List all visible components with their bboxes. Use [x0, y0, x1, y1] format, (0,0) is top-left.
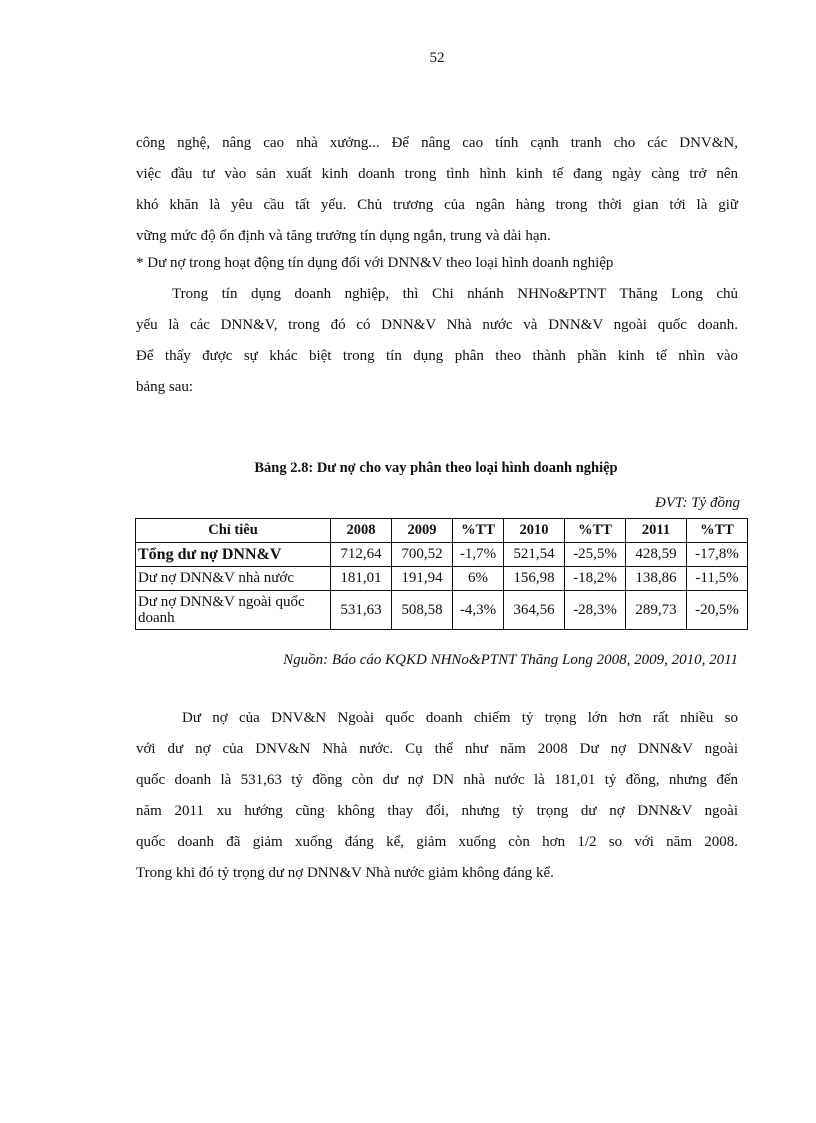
text-line: Để thấy được sự khác biệt trong tín dụng phân theo thành phần kinh tế nhìn vào: [136, 348, 738, 364]
table-cell: -17,8%: [687, 543, 748, 567]
table-row: [136, 591, 748, 630]
text-line: quốc doanh đã giảm xuống đáng kể, giảm xuống còn hơn 1/2 so với năm 2008.: [136, 834, 738, 850]
text-line: Trong tín dụng doanh nghiệp, thì Chi nhánh NHNo&PTNT Thăng Long chủ: [172, 286, 738, 302]
text-line: công nghệ, nâng cao nhà xưởng... Để nâng cao tính cạnh tranh cho các DNV&N,: [136, 135, 738, 151]
table-cell: -4,3%: [453, 591, 504, 630]
table-cell: -20,5%: [687, 591, 748, 630]
text-line: Trong khi đó tỷ trọng dư nợ DNN&V Nhà nước giảm không đáng kể.: [136, 865, 554, 881]
table-cell: 138,86: [626, 567, 687, 591]
table-row: [136, 567, 748, 591]
table-cell: -1,7%: [453, 543, 504, 567]
table-cell: 712,64: [331, 543, 392, 567]
table-cell: 508,58: [392, 591, 453, 630]
page-number: 52: [429, 50, 445, 66]
table-source: Nguồn: Báo cáo KQKD NHNo&PTNT Thăng Long 2008, 2009, 2010, 2011: [283, 652, 738, 668]
table-cell: 531,63: [331, 591, 392, 630]
header-cell: 2008: [331, 519, 392, 543]
table-cell: 156,98: [504, 567, 565, 591]
header-cell: %TT: [565, 519, 626, 543]
table-cell: -11,5%: [687, 567, 748, 591]
table-cell: 521,54: [504, 543, 565, 567]
third-paragraph: [136, 703, 738, 889]
header-cell: 2009: [392, 519, 453, 543]
text-line: yếu là các DNN&V, trong đó có DNN&V Nhà nước và DNN&V ngoài quốc doanh.: [136, 317, 738, 333]
second-paragraph: [136, 279, 738, 403]
text-line: khó khăn là yêu cầu tất yếu. Chủ trương của ngân hàng trong thời gian tới là giữ: [136, 197, 738, 213]
table-cell: 191,94: [392, 567, 453, 591]
header-cell: 2011: [626, 519, 687, 543]
table-cell: -18,2%: [565, 567, 626, 591]
header-cell: %TT: [453, 519, 504, 543]
text-line: với dư nợ của DNV&N Nhà nước. Cụ thể như năm 2008 Dư nợ DNN&V ngoài: [136, 741, 738, 757]
table-cell: 181,01: [331, 567, 392, 591]
table-cell: -25,5%: [565, 543, 626, 567]
header-cell: 2010: [504, 519, 565, 543]
table-unit: ĐVT: Tỷ đồng: [654, 495, 740, 511]
text-line: bảng sau:: [136, 379, 194, 395]
table-cell: 428,59: [626, 543, 687, 567]
table-row: [136, 543, 748, 567]
text-line: quốc doanh là 531,63 tỷ đồng còn dư nợ DN nhà nước là 181,01 tỷ đồng, nhưng đến: [136, 772, 738, 788]
row-label: Dư nợ DNN&V ngoài quốc doanh: [136, 591, 331, 630]
table-cell: 364,56: [504, 591, 565, 630]
header-cell: Chỉ tiêu: [136, 519, 331, 543]
bullet-heading: * Dư nợ trong hoạt động tín dụng đối với DNN&V theo loại hình doanh nghiệp: [136, 255, 614, 271]
table-cell: 6%: [453, 567, 504, 591]
text-line: Dư nợ của DNV&N Ngoài quốc doanh chiếm tỷ trọng lớn hơn rất nhiều so: [182, 710, 738, 726]
text-line: vững mức độ ổn định và tăng trưởng tín dụng ngắn, trung và dài hạn.: [136, 228, 551, 244]
table-header-row: [136, 519, 748, 543]
table-cell: 289,73: [626, 591, 687, 630]
text-line: việc đầu tư vào sản xuất kinh doanh trong tình hình kinh tế đang ngày càng trở nên: [136, 166, 738, 182]
table-title: Bảng 2.8: Dư nợ cho vay phân theo loại hình doanh nghiệp: [254, 460, 618, 476]
loan-table: [135, 518, 748, 630]
table-cell: -28,3%: [565, 591, 626, 630]
header-cell: %TT: [687, 519, 748, 543]
row-label: Tổng dư nợ DNN&V: [136, 543, 331, 567]
table-cell: 700,52: [392, 543, 453, 567]
intro-paragraph: [136, 128, 738, 252]
row-label: Dư nợ DNN&V nhà nước: [136, 567, 331, 591]
text-line: năm 2011 xu hướng cũng không thay đổi, nhưng tỷ trọng dư nợ DNN&V ngoài: [136, 803, 738, 819]
